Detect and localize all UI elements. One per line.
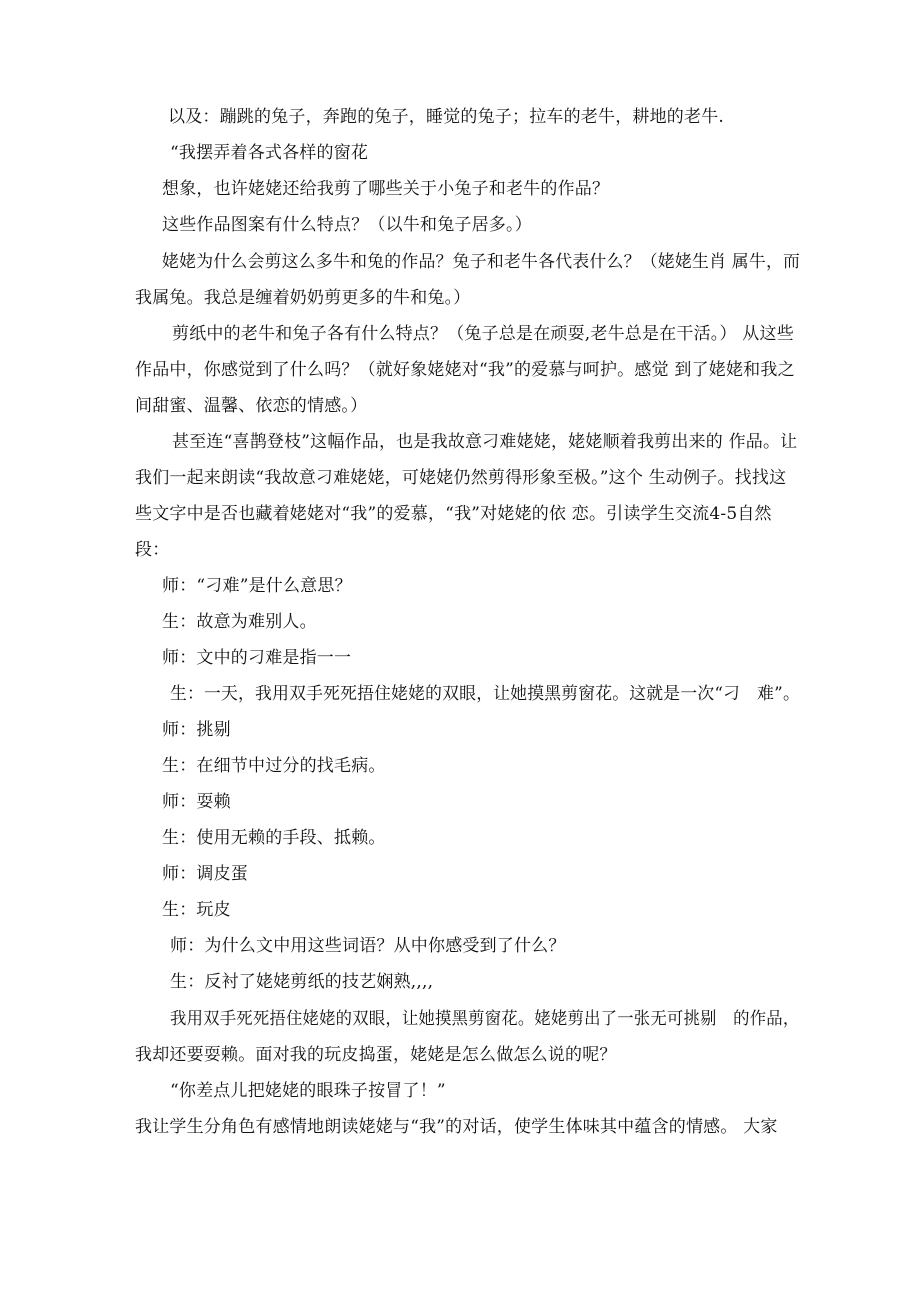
- text-line: 这些作品图案有什么特点？（以牛和兔子居多。）: [162, 215, 532, 235]
- text-line: 我们一起来朗读“我故意刁难姥姥，可姥姥仍然剪得形象至极。”这个 生动例子。找找这: [135, 468, 787, 488]
- text-line: 生：故意为难别人。: [162, 612, 317, 632]
- text-line: 些文字中是否也藏着姥姥对“我”的爱慕，“我”对姥姥的依 恋。引读学生交流4-5自然: [135, 504, 772, 524]
- text-line: 我用双手死死捂住姥姥的双眼，让她摸黑剪窗花。姥姥剪出了一张无可挑剔 的作品，: [170, 1009, 800, 1029]
- text-line: 生：一天，我用双手死死捂住姥姥的双眼，让她摸黑剪窗花。这就是一次“刁 难”。: [170, 684, 800, 704]
- text-line: 剪纸中的老牛和兔子各有什么特点？（兔子总是在顽耍,老牛总是在干活。） 从这些: [172, 324, 794, 344]
- text-line: 我属兔。我总是缠着奶奶剪更多的牛和兔。）: [135, 288, 471, 308]
- text-line: 作品中，你感觉到了什么吗？（就好象姥姥对“我”的爱慕与呵护。感觉 到了姥姥和我之: [135, 360, 795, 380]
- text-line: 师：文中的刁难是指一一: [162, 648, 352, 668]
- text-line: 以及：蹦跳的兔子，奔跑的兔子，睡觉的兔子；拉车的老牛，耕地的老牛.: [168, 107, 725, 127]
- text-line: 段：: [135, 540, 170, 560]
- text-line: 我却还要耍赖。面对我的玩皮捣蛋，姥姥是怎么做怎么说的呢？: [135, 1045, 617, 1065]
- text-line: 师：“刁难”是什么意思？: [162, 576, 352, 596]
- text-line: 间甜蜜、温馨、依恋的情感。）: [135, 396, 368, 416]
- text-line: 生：反衬了姥姥剪纸的技艺娴熟,,,,: [170, 972, 434, 992]
- text-line: 师：耍赖: [162, 792, 231, 812]
- text-line: 师：调皮蛋: [162, 864, 248, 884]
- text-line: 甚至连“喜鹊登枝”这幅作品，也是我故意刁难姥姥，姥姥顺着我剪出来的 作品。让: [172, 432, 798, 452]
- text-line: 姥姥为什么会剪这么多牛和兔的作品？兔子和老牛各代表什么？（姥姥生肖 属牛，而: [162, 252, 801, 272]
- text-line: 生：玩皮: [162, 900, 231, 920]
- text-line: 师：挑剔: [162, 720, 231, 740]
- text-line: 生：使用无赖的手段、抵赖。: [162, 828, 386, 848]
- text-line: 生：在细节中过分的找毛病。: [162, 756, 386, 776]
- text-line: 师：为什么文中用这些词语？从中你感受到了什么？: [170, 936, 566, 956]
- text-line: “我摆弄着各式各样的窗花: [170, 143, 369, 163]
- text-line: 我让学生分角色有感情地朗读姥姥与“我”的对话，使学生体味其中蕴含的情感。 大家: [135, 1117, 778, 1137]
- text-line: “你差点儿把姥姥的眼珠子按冒了！”: [170, 1081, 446, 1101]
- text-line: 想象，也许姥姥还给我剪了哪些关于小兔子和老牛的作品？: [162, 179, 610, 199]
